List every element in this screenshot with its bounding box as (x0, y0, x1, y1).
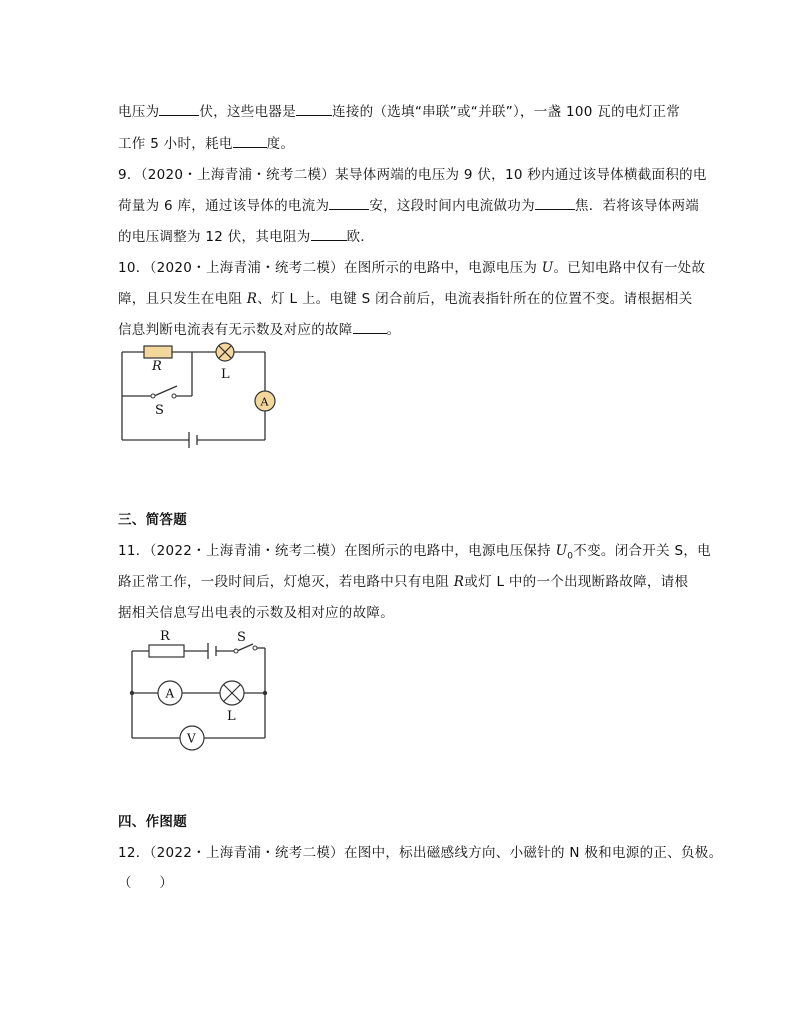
q11-text: 路正常工作，一段时间后，灯熄灭，若电路中只有电阻 (118, 574, 454, 590)
switch-contact-icon (234, 649, 238, 653)
q8-text: 电压为 (118, 104, 160, 120)
switch-label: S (237, 630, 246, 645)
q9-text: 安，这段时间内电流做功为 (369, 198, 535, 214)
voltage-subscript: 0 (567, 551, 574, 562)
voltmeter-label: V (187, 731, 196, 746)
q9-text: 荷量为 6 库，通过该导体的电流为 (118, 198, 330, 214)
battery-icon (208, 643, 216, 659)
q9-line-3 (118, 225, 374, 245)
q9-text: 9．（2020・上海青浦・统考二模）某导体两端的电压为 9 伏，10 秒内通过该导体横截面积的电 (118, 167, 707, 183)
q11-text: 不变。闭合开关 S，电 (573, 543, 711, 559)
answer-blank (159, 101, 199, 116)
q8-text: 连接的（选填“串联”或“并联”），一盏 100 瓦的电灯正常 (332, 104, 681, 120)
resistor-symbol: R (453, 574, 465, 590)
lamp-label: L (227, 709, 236, 724)
answer-blank (311, 226, 347, 241)
q11-circuit-diagram (122, 626, 282, 760)
resistor-label: R (152, 359, 162, 374)
q8-line-2 (118, 132, 294, 152)
answer-blank (329, 195, 369, 210)
answer-blank (353, 319, 387, 334)
resistor-label: R (160, 629, 170, 644)
lamp-icon (216, 343, 234, 361)
q9-text: 焦．若将该导体两端 (574, 198, 700, 214)
switch-contact-icon (253, 646, 257, 650)
resistor-symbol: R (246, 291, 258, 307)
resistor-icon (149, 645, 184, 657)
q10-line-2 (118, 287, 693, 307)
section-title-text: 三、简答题 (118, 512, 187, 528)
q10-circuit-diagram (112, 338, 282, 457)
junction-dot-icon (263, 691, 267, 695)
q10-line-3 (118, 318, 400, 338)
q12-line-2 (118, 871, 173, 891)
q9-line-2 (118, 194, 699, 214)
q11-text: 据相关信息写出电表的示数及相对应的故障。 (118, 605, 394, 621)
switch-label: S (155, 403, 164, 418)
answer-blank (233, 133, 267, 148)
ammeter-label: A (260, 395, 269, 409)
lamp-label: L (221, 367, 230, 382)
q11-line-1 (118, 539, 711, 562)
q11-circuit-svg (122, 626, 282, 756)
q10-text: 障，且只发生在电阻 (118, 291, 247, 307)
answer-blank (535, 195, 575, 210)
answer-blank (296, 101, 332, 116)
battery-icon (189, 432, 197, 448)
q9-text: 欧． (346, 229, 375, 245)
q12-text: 12．（2022・上海青浦・统考二模）在图中，标出磁感线方向、小磁针的 N 极和电源的正、负极。 (118, 845, 723, 861)
q8-line-1 (118, 100, 680, 120)
section-title-short-answer (118, 508, 187, 528)
q11-line-3 (118, 601, 394, 621)
ammeter-label: A (165, 686, 175, 701)
q11-text: 11．（2022・上海青浦・统考二模）在图所示的电路中，电源电压保持 (118, 543, 556, 559)
switch-contact-icon (172, 394, 176, 398)
lamp-icon (220, 681, 244, 705)
q11-line-2 (118, 570, 688, 590)
q8-text: 度。 (266, 136, 295, 152)
q10-text: 信息判断电流表有无示数及对应的故障 (118, 322, 353, 338)
q11-text: 或灯 L 中的一个出现断路故障，请根 (464, 574, 689, 590)
section-title-text: 四、作图题 (118, 814, 187, 830)
q8-text: 工作 5 小时，耗电 (118, 136, 233, 152)
voltage-symbol: U (555, 543, 568, 559)
q10-circuit-svg (112, 338, 282, 453)
switch-contact-icon (151, 394, 155, 398)
q12-line-1 (118, 841, 722, 861)
q9-text: 的电压调整为 12 伏，其电阻为 (118, 229, 311, 245)
q10-text: 。 (386, 322, 401, 338)
q12-answer-bracket: （ ） (118, 875, 174, 891)
section-title-drawing (118, 810, 187, 830)
q10-text: 10．（2020・上海青浦・统考二模）在图所示的电路中，电源电压为 (118, 260, 542, 276)
q10-text: 、灯 L 上。电键 S 闭合前后，电流表指针所在的位置不变。请根据相关 (257, 291, 693, 307)
q8-text: 伏，这些电器是 (199, 104, 297, 120)
voltage-symbol: U (541, 260, 554, 276)
q10-line-1 (118, 256, 705, 276)
q9-line-1 (118, 163, 707, 183)
q10-text: 。已知电路中仅有一处故 (553, 260, 706, 276)
resistor-icon (144, 346, 172, 358)
junction-dot-icon (130, 691, 134, 695)
